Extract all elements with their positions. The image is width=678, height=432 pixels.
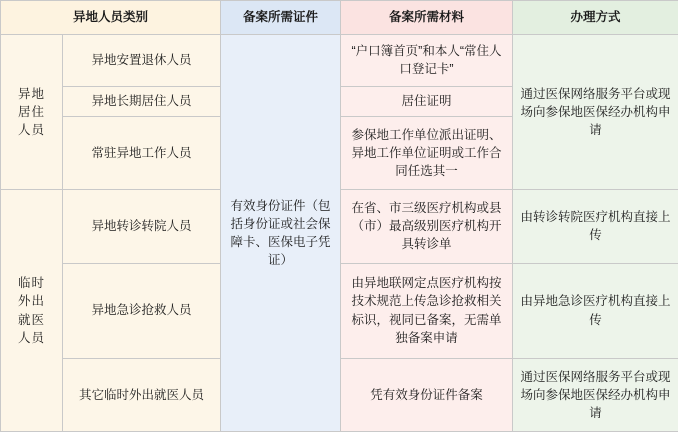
category-cell: 异地急诊抢救人员 xyxy=(63,263,221,358)
header-documents: 备案所需证件 xyxy=(221,1,341,35)
method-cell: 由异地急诊医疗机构直接上传 xyxy=(513,263,678,358)
category-cell: 异地转诊转院人员 xyxy=(63,190,221,263)
materials-cell: 参保地工作单位派出证明、异地工作单位证明或工作合同任选其一 xyxy=(341,116,513,189)
method-cell: 通过医保网络服务平台或现场向参保地医保经办机构申请 xyxy=(513,358,678,431)
materials-cell: 由异地联网定点医疗机构按技术规范上传急诊抢救相关标识，视同已备案，无需单独备案申请 xyxy=(341,263,513,358)
materials-cell: “户口簿首页”和本人“常住人口登记卡” xyxy=(341,35,513,87)
method-cell: 由转诊转院医疗机构直接上传 xyxy=(513,190,678,263)
documents-cell: 有效身份证件（包括身份证或社会保障卡、医保电子凭证） xyxy=(221,35,341,432)
materials-cell: 在省、市三级医疗机构或县（市）最高级别医疗机构开具转诊单 xyxy=(341,190,513,263)
category-cell: 异地安置退休人员 xyxy=(63,35,221,87)
materials-cell: 凭有效身份证件备案 xyxy=(341,358,513,431)
header-materials: 备案所需材料 xyxy=(341,1,513,35)
category-cell: 常驻异地工作人员 xyxy=(63,116,221,189)
table-header-row xyxy=(1,1,678,35)
table-row xyxy=(1,35,678,87)
category-cell: 异地长期居住人员 xyxy=(63,86,221,116)
header-method: 办理方式 xyxy=(513,1,678,35)
group-label-residing: 异地 居住 人员 xyxy=(1,35,63,190)
header-category: 异地人员类别 xyxy=(1,1,221,35)
category-cell: 其它临时外出就医人员 xyxy=(63,358,221,431)
method-cell-residing: 通过医保网络服务平台或现场向参保地医保经办机构申请 xyxy=(513,35,678,190)
group-label-temporary: 临时 外出 就医 人员 xyxy=(1,190,63,432)
materials-cell: 居住证明 xyxy=(341,86,513,116)
